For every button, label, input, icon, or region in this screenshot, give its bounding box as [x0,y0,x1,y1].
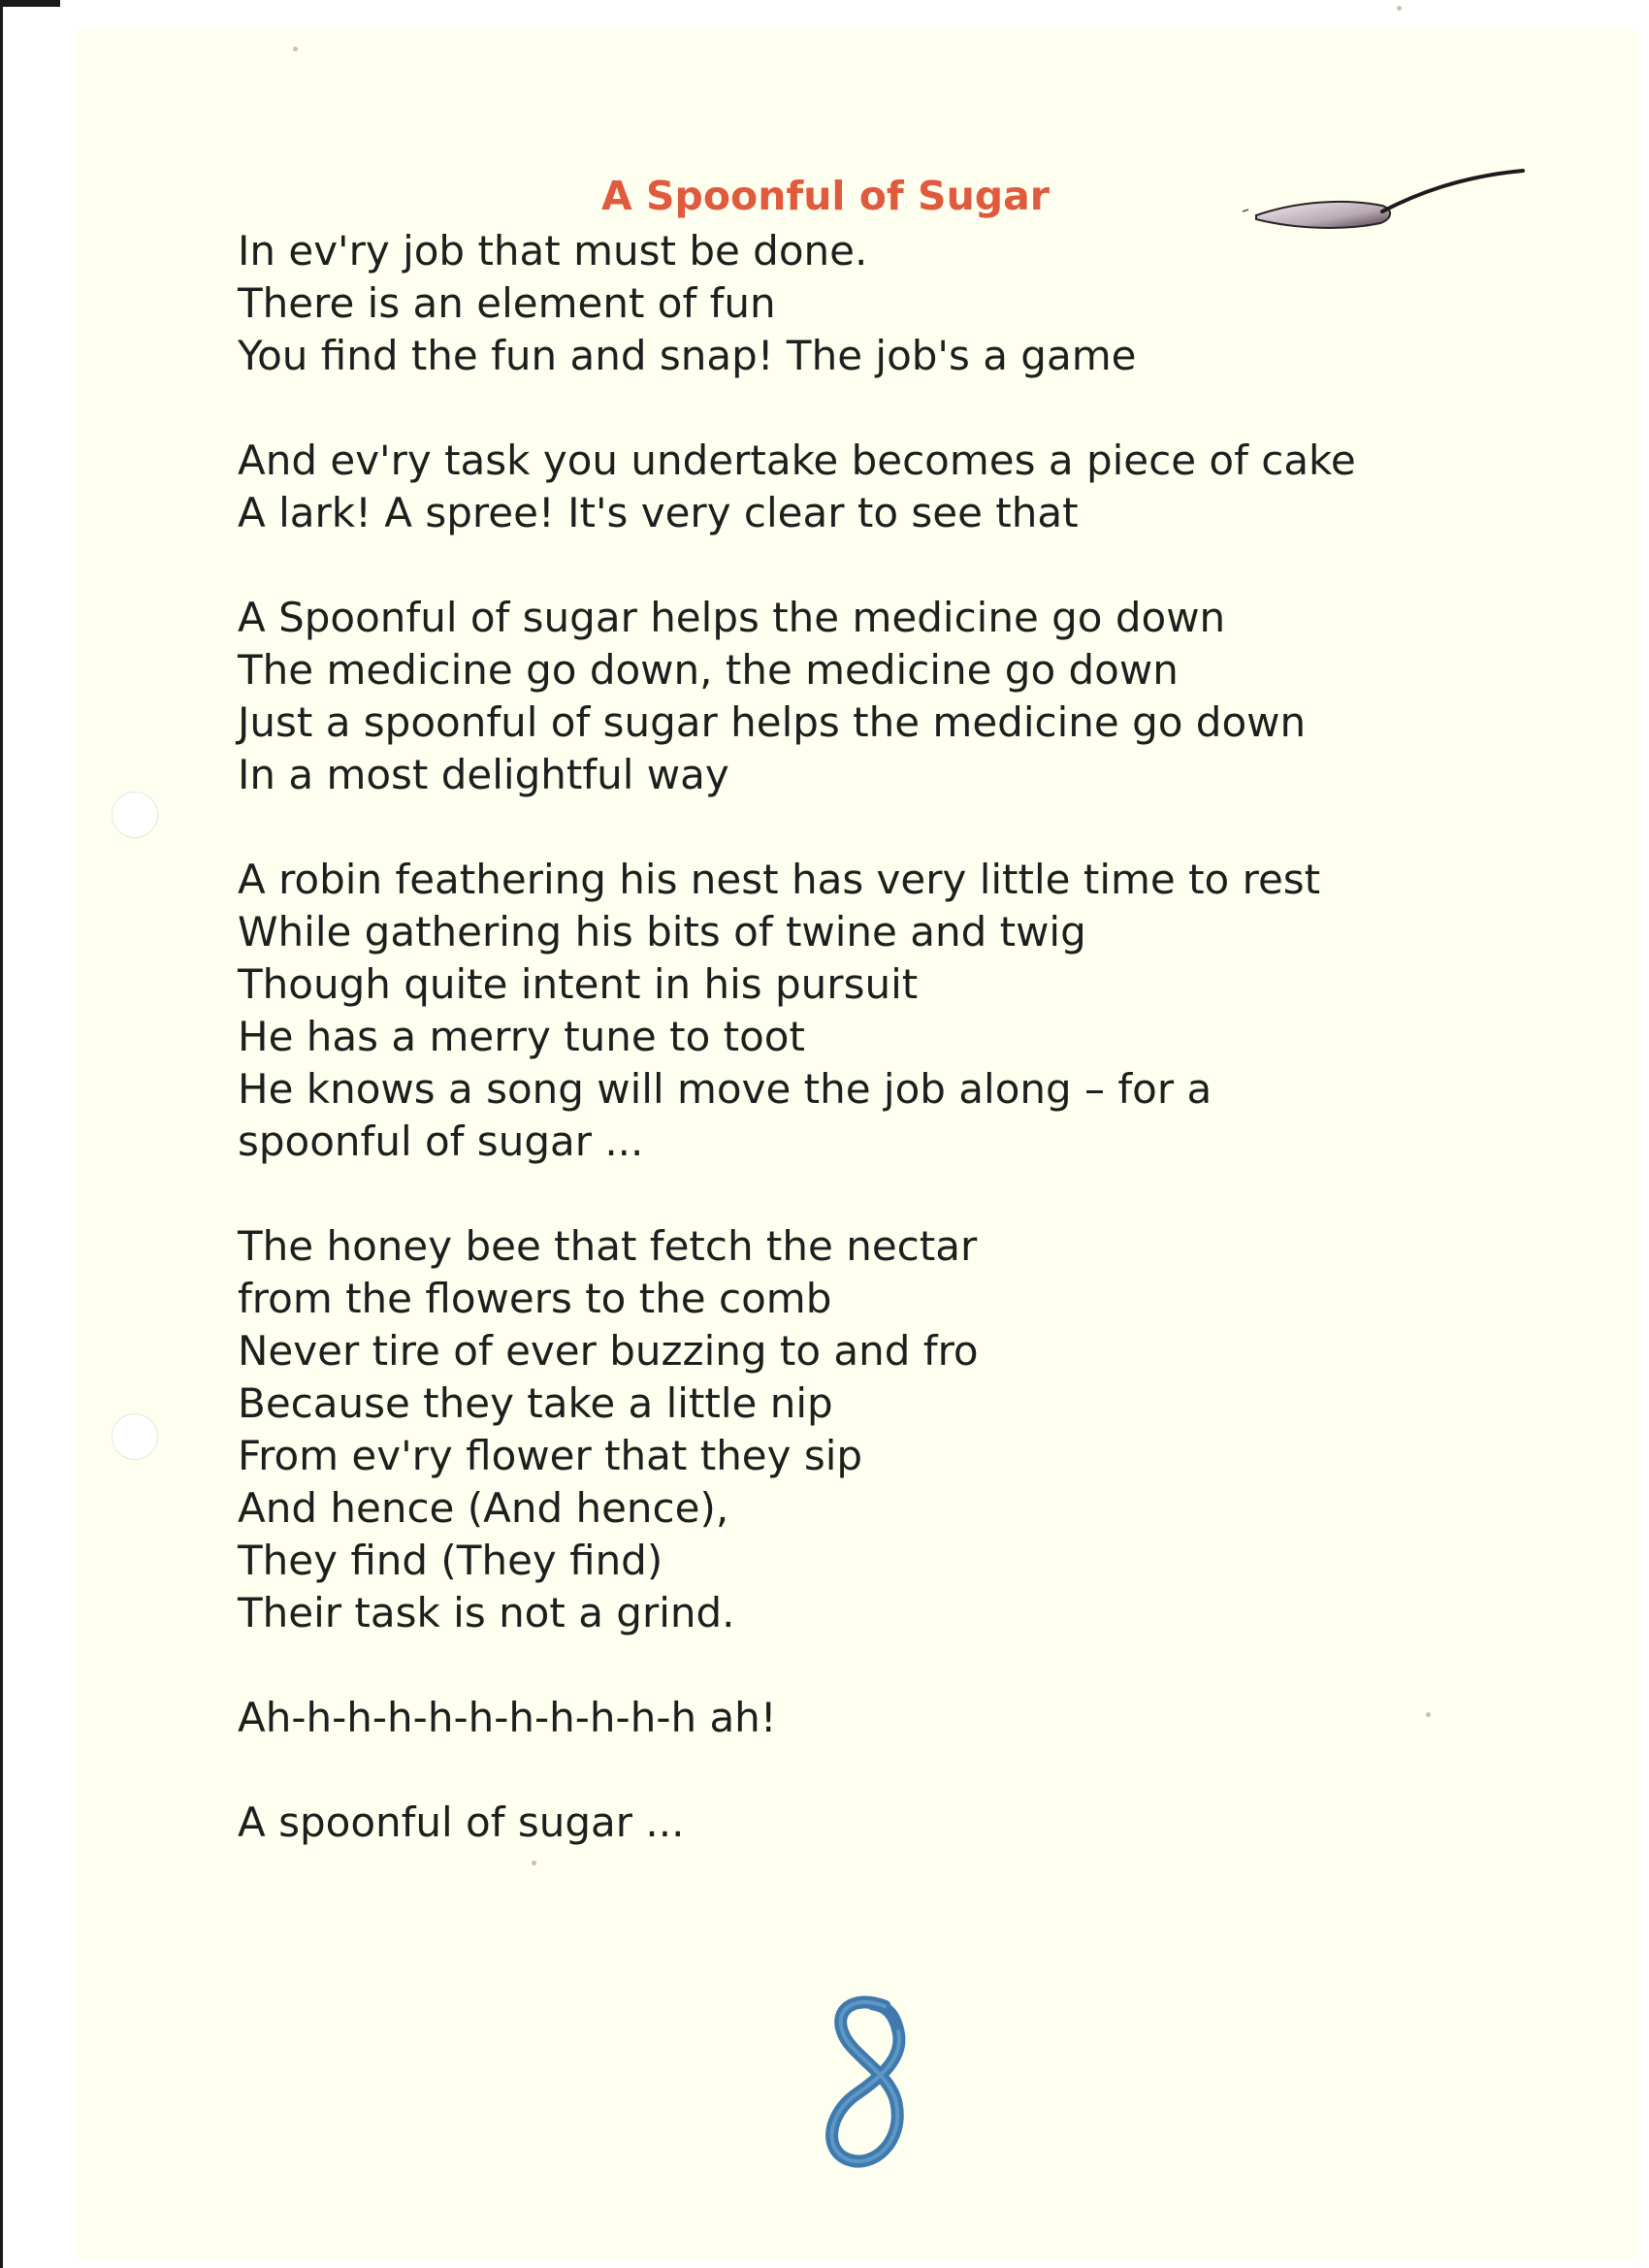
lyric-line: The honey bee that fetch the nectar [238,1222,978,1270]
lyric-line: He has a merry tune to toot [238,1013,805,1060]
lyric-line: A Spoonful of sugar helps the medicine go down [238,594,1226,641]
scan-speck [293,47,298,51]
scan-speck [1397,6,1402,11]
lyric-line: And ev'ry task you undertake becomes a piece of cake [238,437,1356,484]
lyric-line: You find the fun and snap! The job's a game [238,332,1137,379]
lyric-line: Ah-h-h-h-h-h-h-h-h-h-h ah! [238,1694,777,1741]
stanza [238,435,1518,539]
stanza [238,1220,1518,1639]
lyric-line: Though quite intent in his pursuit [238,960,919,1008]
lyric-line: From ev'ry flower that they sip [238,1432,863,1479]
punch-hole [112,792,158,838]
stanza [238,1692,1518,1744]
lyrics-body [238,225,1518,1901]
lyric-line: And hence (And hence), [238,1484,729,1532]
lyric-line: Their task is not a grind. [238,1589,735,1636]
lyric-line: from the flowers to the comb [238,1275,832,1322]
stanza [238,854,1518,1168]
lyric-line: The medicine go down, the medicine go down [238,646,1179,694]
lyric-line: Because they take a little nip [238,1379,833,1427]
lyric-line: spoonful of sugar ... [238,1118,644,1165]
lyric-line: Never tire of ever buzzing to and fro [238,1327,979,1375]
scan-top-mark [0,0,60,7]
stanza [238,1797,1518,1849]
handwritten-page-number [815,1989,922,2183]
song-title: A Spoonful of Sugar [601,173,1050,219]
stanza [238,592,1518,801]
scan-edge-line [0,0,3,2268]
lyric-line: A lark! A spree! It's very clear to see that [238,489,1079,536]
lyric-line: They find (They find) [238,1537,663,1584]
punch-hole [112,1413,158,1460]
lyric-line: There is an element of fun [238,279,776,327]
lyric-line: In ev'ry job that must be done. [238,227,868,275]
lyric-line: While gathering his bits of twine and twig [238,908,1086,956]
lyric-line: Just a spoonful of sugar helps the medicine go down [238,698,1307,746]
lyric-line: He knows a song will move the job along – for a [238,1065,1212,1113]
lyric-line: A robin feathering his nest has very little time to rest [238,856,1321,903]
lyric-line: A spoonful of sugar ... [238,1798,685,1846]
stanza [238,225,1518,382]
lyric-line: In a most delightful way [238,751,729,798]
